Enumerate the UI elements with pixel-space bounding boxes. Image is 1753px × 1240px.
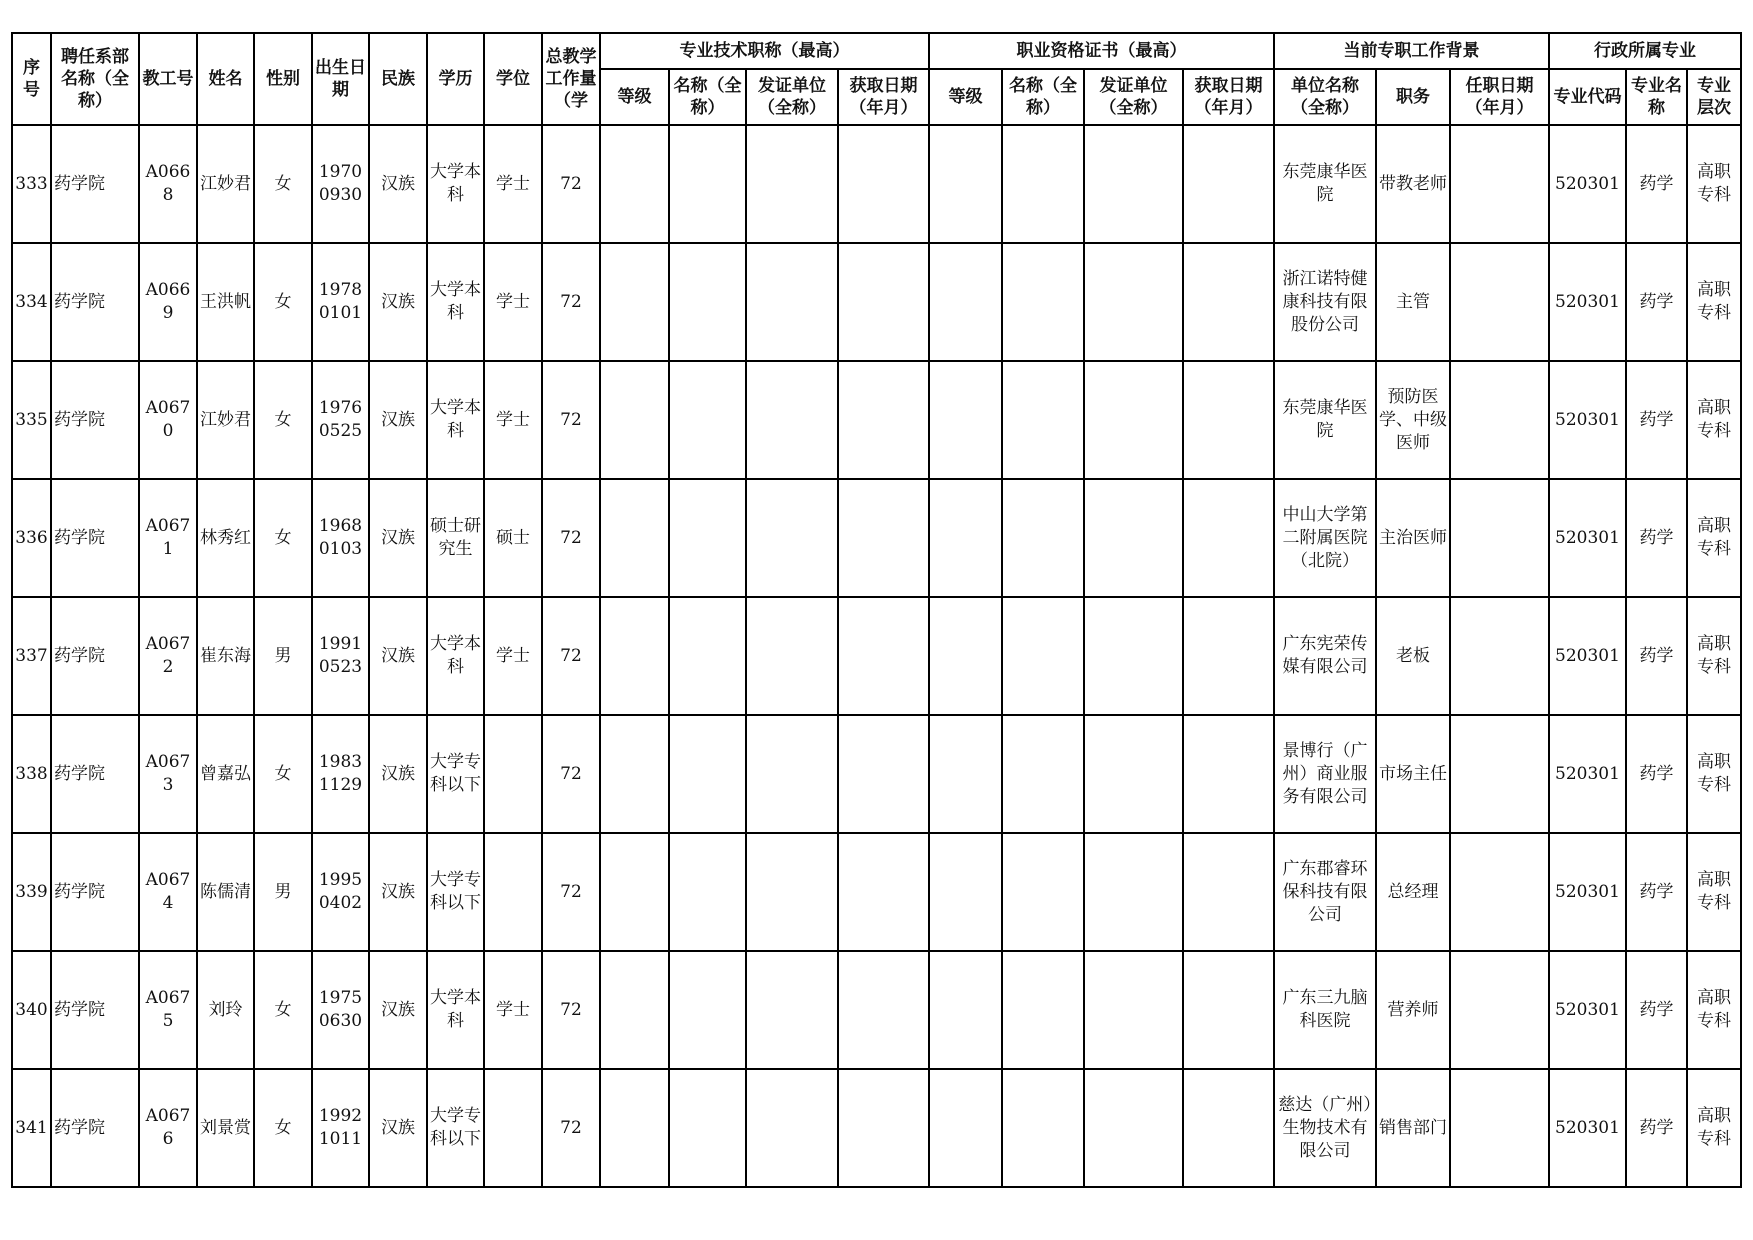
cell-am-level: 高职专科 [1687,479,1741,597]
cell-bg-date [1450,715,1549,833]
table-row [12,361,1741,479]
cell-qc-level [929,951,1002,1069]
cell-am-level: 高职专科 [1687,597,1741,715]
cell-tt-name [669,479,746,597]
cell-qc-name [1002,361,1084,479]
cell-am-name: 药学 [1626,1069,1687,1187]
cell-ethnicity: 汉族 [369,715,427,833]
table-row [12,243,1741,361]
cell-emp-id: A0668 [139,125,197,243]
cell-tt-level [600,715,669,833]
table-row [12,951,1741,1069]
cell-education: 大学本科 [427,361,484,479]
cell-am-level: 高职专科 [1687,361,1741,479]
cell-gender: 女 [254,951,312,1069]
cell-am-code: 520301 [1549,597,1626,715]
cell-ethnicity: 汉族 [369,833,427,951]
cell-am-level: 高职专科 [1687,951,1741,1069]
cell-gender: 女 [254,1069,312,1187]
header-tt-date: 获取日期（年月） [838,69,929,125]
cell-name: 江妙君 [197,361,254,479]
table-row [12,597,1741,715]
cell-tt-level [600,125,669,243]
cell-am-code: 520301 [1549,125,1626,243]
cell-name: 林秀红 [197,479,254,597]
cell-dept: 药学院 [51,1069,139,1187]
staff-qualification-table [11,32,1742,1188]
cell-seq: 340 [12,951,51,1069]
cell-name: 刘玲 [197,951,254,1069]
cell-name: 王洪帆 [197,243,254,361]
table-row [12,479,1741,597]
header-background: 当前专职工作背景 [1274,33,1549,69]
cell-seq: 341 [12,1069,51,1187]
cell-name: 崔东海 [197,597,254,715]
cell-degree: 学士 [484,125,542,243]
header-workload [542,33,600,125]
cell-qc-date [1183,479,1274,597]
header-tt-issuer: 发证单位（全称） [746,69,838,125]
cell-bg-unit: 广东宪荣传媒有限公司 [1274,597,1376,715]
cell-tt-level [600,479,669,597]
header-bg-date: 任职日期（年月） [1450,69,1549,125]
cell-birth: 19831129 [312,715,369,833]
header-seq: 序号 [12,33,51,125]
cell-qc-name [1002,715,1084,833]
cell-ethnicity: 汉族 [369,361,427,479]
cell-qc-level [929,361,1002,479]
cell-bg-unit: 广东三九脑科医院 [1274,951,1376,1069]
cell-ethnicity: 汉族 [369,597,427,715]
cell-emp-id: A0670 [139,361,197,479]
cell-am-level: 高职专科 [1687,1069,1741,1187]
cell-degree [484,715,542,833]
cell-bg-unit: 浙江诺特健康科技有限股份公司 [1274,243,1376,361]
header-ethnicity: 民族 [369,33,427,125]
cell-qc-date [1183,125,1274,243]
cell-dept: 药学院 [51,361,139,479]
cell-seq: 339 [12,833,51,951]
cell-workload: 72 [542,243,600,361]
cell-qc-name [1002,951,1084,1069]
cell-tt-date [838,125,929,243]
header-tt-level: 等级 [600,69,669,125]
cell-bg-date [1450,479,1549,597]
cell-tt-issuer [746,715,838,833]
cell-am-level: 高职专科 [1687,715,1741,833]
cell-birth: 19910523 [312,597,369,715]
cell-name: 江妙君 [197,125,254,243]
cell-am-name: 药学 [1626,715,1687,833]
cell-bg-date [1450,125,1549,243]
header-tech-title: 专业技术职称（最高） [600,33,929,69]
cell-qc-issuer [1084,479,1183,597]
cell-am-name: 药学 [1626,243,1687,361]
cell-tt-name [669,243,746,361]
cell-dept: 药学院 [51,597,139,715]
cell-bg-unit: 东莞康华医院 [1274,361,1376,479]
header-qc-name: 名称（全称） [1002,69,1084,125]
cell-gender: 女 [254,125,312,243]
cell-bg-unit: 景博行（广州）商业服务有限公司 [1274,715,1376,833]
cell-degree: 硕士 [484,479,542,597]
header-qc-level: 等级 [929,69,1002,125]
cell-qc-level [929,715,1002,833]
cell-qc-name [1002,479,1084,597]
cell-am-name: 药学 [1626,125,1687,243]
cell-workload: 72 [542,1069,600,1187]
header-tt-name: 名称（全称） [669,69,746,125]
cell-qc-issuer [1084,361,1183,479]
cell-qc-level [929,1069,1002,1187]
cell-tt-issuer [746,1069,838,1187]
cell-am-name: 药学 [1626,479,1687,597]
cell-ethnicity: 汉族 [369,479,427,597]
cell-seq: 333 [12,125,51,243]
cell-workload: 72 [542,951,600,1069]
header-emp-id: 教工号 [139,33,197,125]
cell-tt-issuer [746,951,838,1069]
cell-name: 曾嘉弘 [197,715,254,833]
header-qc-issuer: 发证单位（全称） [1084,69,1183,125]
cell-tt-name [669,597,746,715]
cell-bg-date [1450,833,1549,951]
cell-tt-issuer [746,361,838,479]
cell-am-code: 520301 [1549,243,1626,361]
cell-am-name: 药学 [1626,361,1687,479]
cell-workload: 72 [542,125,600,243]
cell-qc-issuer [1084,1069,1183,1187]
cell-am-name: 药学 [1626,951,1687,1069]
cell-tt-level [600,951,669,1069]
cell-am-level: 高职专科 [1687,833,1741,951]
cell-workload: 72 [542,361,600,479]
cell-bg-post: 市场主任 [1376,715,1450,833]
cell-bg-post: 主管 [1376,243,1450,361]
cell-dept: 药学院 [51,833,139,951]
cell-tt-name [669,1069,746,1187]
cell-birth: 19921011 [312,1069,369,1187]
cell-am-name: 药学 [1626,597,1687,715]
cell-qc-issuer [1084,715,1183,833]
cell-gender: 男 [254,597,312,715]
cell-am-code: 520301 [1549,361,1626,479]
cell-ethnicity: 汉族 [369,125,427,243]
cell-dept: 药学院 [51,715,139,833]
cell-tt-level [600,243,669,361]
cell-workload: 72 [542,597,600,715]
header-am-code: 专业代码 [1549,69,1626,125]
cell-education: 大学专科以下 [427,715,484,833]
cell-education: 大学本科 [427,243,484,361]
cell-tt-level [600,361,669,479]
cell-bg-date [1450,951,1549,1069]
cell-education: 大学本科 [427,125,484,243]
header-bg-post: 职务 [1376,69,1450,125]
cell-degree [484,1069,542,1187]
cell-qc-date [1183,715,1274,833]
cell-tt-issuer [746,479,838,597]
header-birth: 出生日期 [312,33,369,125]
header-bg-unit: 单位名称（全称） [1274,69,1376,125]
cell-tt-date [838,1069,929,1187]
cell-am-code: 520301 [1549,715,1626,833]
cell-bg-date [1450,597,1549,715]
cell-ethnicity: 汉族 [369,1069,427,1187]
cell-tt-issuer [746,597,838,715]
cell-bg-date [1450,243,1549,361]
cell-am-name: 药学 [1626,833,1687,951]
cell-birth: 19680103 [312,479,369,597]
cell-tt-date [838,951,929,1069]
cell-qc-issuer [1084,597,1183,715]
cell-bg-unit: 广东郡睿环保科技有限公司 [1274,833,1376,951]
cell-bg-unit: 东莞康华医院 [1274,125,1376,243]
cell-emp-id: A0676 [139,1069,197,1187]
cell-qc-name [1002,597,1084,715]
cell-birth: 19750630 [312,951,369,1069]
cell-name: 刘景赏 [197,1069,254,1187]
cell-qc-level [929,597,1002,715]
cell-education: 大学本科 [427,951,484,1069]
header-degree: 学位 [484,33,542,125]
cell-bg-post: 预防医学、中级医师 [1376,361,1450,479]
header-gender: 性别 [254,33,312,125]
cell-qc-level [929,125,1002,243]
cell-tt-date [838,597,929,715]
cell-tt-level [600,833,669,951]
cell-qc-issuer [1084,833,1183,951]
cell-dept: 药学院 [51,125,139,243]
cell-degree [484,833,542,951]
cell-emp-id: A0669 [139,243,197,361]
cell-emp-id: A0671 [139,479,197,597]
header-row-top [12,33,1741,69]
cell-gender: 男 [254,833,312,951]
cell-degree: 学士 [484,951,542,1069]
cell-qc-name [1002,125,1084,243]
cell-am-code: 520301 [1549,479,1626,597]
header-education: 学历 [427,33,484,125]
cell-seq: 338 [12,715,51,833]
cell-tt-date [838,833,929,951]
cell-tt-issuer [746,243,838,361]
cell-degree: 学士 [484,597,542,715]
cell-tt-name [669,361,746,479]
cell-bg-post: 带教老师 [1376,125,1450,243]
cell-bg-date [1450,361,1549,479]
cell-tt-name [669,125,746,243]
cell-tt-date [838,361,929,479]
cell-am-code: 520301 [1549,833,1626,951]
cell-ethnicity: 汉族 [369,243,427,361]
cell-am-code: 520301 [1549,1069,1626,1187]
cell-education: 大学专科以下 [427,833,484,951]
cell-birth: 19700930 [312,125,369,243]
cell-tt-name [669,833,746,951]
cell-am-level: 高职专科 [1687,243,1741,361]
cell-gender: 女 [254,715,312,833]
header-am-level: 专业层次 [1687,69,1741,125]
cell-bg-post: 销售部门 [1376,1069,1450,1187]
cell-tt-level [600,1069,669,1187]
cell-ethnicity: 汉族 [369,951,427,1069]
cell-qc-date [1183,951,1274,1069]
cell-bg-post: 营养师 [1376,951,1450,1069]
cell-birth: 19760525 [312,361,369,479]
cell-qc-date [1183,361,1274,479]
header-am-name: 专业名称 [1626,69,1687,125]
cell-workload: 72 [542,715,600,833]
cell-bg-post: 主治医师 [1376,479,1450,597]
cell-emp-id: A0674 [139,833,197,951]
cell-gender: 女 [254,243,312,361]
cell-dept: 药学院 [51,479,139,597]
cell-bg-post: 总经理 [1376,833,1450,951]
header-name: 姓名 [197,33,254,125]
cell-qc-date [1183,1069,1274,1187]
cell-tt-date [838,479,929,597]
header-dept: 聘任系部名称（全称） [51,33,139,125]
cell-qc-issuer [1084,243,1183,361]
table-row [12,1069,1741,1187]
table-row [12,125,1741,243]
cell-gender: 女 [254,479,312,597]
cell-qc-issuer [1084,125,1183,243]
cell-seq: 335 [12,361,51,479]
cell-bg-post: 老板 [1376,597,1450,715]
header-qual-cert: 职业资格证书（最高） [929,33,1274,69]
cell-workload: 72 [542,479,600,597]
cell-tt-name [669,715,746,833]
cell-birth: 19950402 [312,833,369,951]
cell-qc-date [1183,833,1274,951]
cell-seq: 336 [12,479,51,597]
cell-tt-date [838,715,929,833]
header-admin-major: 行政所属专业 [1549,33,1741,69]
cell-tt-issuer [746,125,838,243]
cell-qc-name [1002,1069,1084,1187]
cell-workload: 72 [542,833,600,951]
cell-qc-name [1002,833,1084,951]
cell-tt-date [838,243,929,361]
cell-name: 陈儒清 [197,833,254,951]
header-qc-date: 获取日期（年月） [1183,69,1274,125]
table-row [12,715,1741,833]
cell-emp-id: A0672 [139,597,197,715]
cell-dept: 药学院 [51,243,139,361]
cell-tt-level [600,597,669,715]
cell-qc-date [1183,597,1274,715]
cell-bg-unit: 慈达（广州）生物技术有限公司 [1274,1069,1376,1187]
cell-qc-issuer [1084,951,1183,1069]
cell-am-level: 高职专科 [1687,125,1741,243]
cell-degree: 学士 [484,243,542,361]
cell-education: 硕士研究生 [427,479,484,597]
cell-seq: 334 [12,243,51,361]
cell-qc-level [929,243,1002,361]
cell-tt-name [669,951,746,1069]
cell-education: 大学本科 [427,597,484,715]
cell-tt-issuer [746,833,838,951]
cell-bg-date [1450,1069,1549,1187]
cell-degree: 学士 [484,361,542,479]
cell-emp-id: A0675 [139,951,197,1069]
cell-gender: 女 [254,361,312,479]
cell-qc-date [1183,243,1274,361]
header-workload-text: 总教学工作量（学 [545,47,597,111]
cell-birth: 19780101 [312,243,369,361]
cell-emp-id: A0673 [139,715,197,833]
cell-am-code: 520301 [1549,951,1626,1069]
table-row [12,833,1741,951]
cell-qc-name [1002,243,1084,361]
cell-education: 大学专科以下 [427,1069,484,1187]
cell-seq: 337 [12,597,51,715]
cell-dept: 药学院 [51,951,139,1069]
cell-qc-level [929,479,1002,597]
cell-bg-unit: 中山大学第二附属医院（北院） [1274,479,1376,597]
cell-qc-level [929,833,1002,951]
